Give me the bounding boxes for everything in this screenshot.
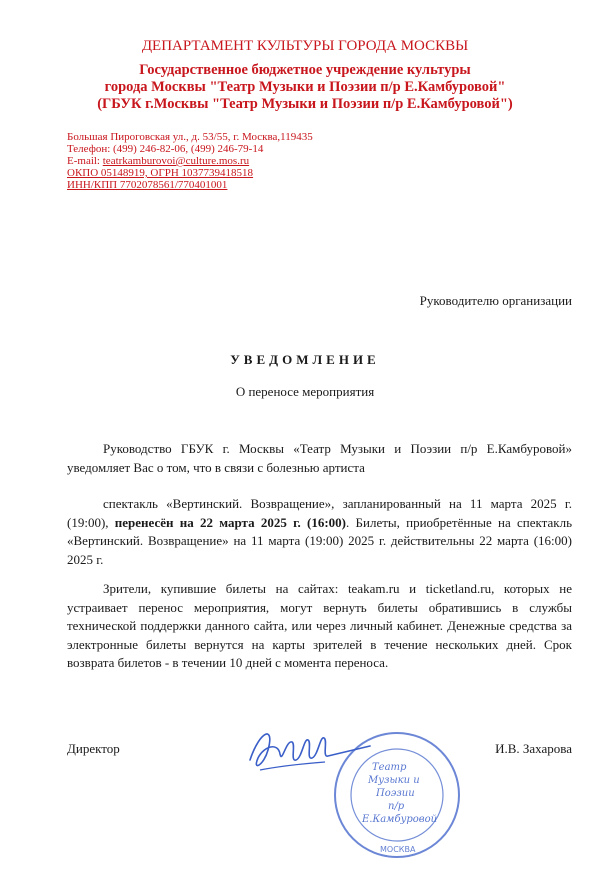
stamp-text-1: Театр (372, 762, 407, 773)
stamp-ring-text: МОСКВА (380, 845, 416, 854)
paragraph-1: Руководство ГБУК г. Москвы «Театр Музыки и Поэзии п/р Е.Камбуровой» уведомляет Вас о том, что в связи с болезнью артиста (67, 441, 572, 475)
paragraph-2 (67, 495, 572, 569)
signer-name: И.В. Захарова (495, 741, 572, 756)
stamp-text-3: Поэзии (376, 788, 415, 799)
email-link[interactable]: teatrkamburovoi@culture.mos.ru (102, 155, 250, 167)
department-header: ДЕПАРТАМЕНТ КУЛЬТУРЫ ГОРОДА МОСКВЫ (141, 38, 469, 54)
notice-title: УВЕДОМЛЕНИЕ (230, 352, 380, 367)
email-label: E-mail: (67, 155, 103, 167)
paragraph-2-bold: перенесён на 22 марта 2025 г. (16:00) (114, 514, 347, 530)
stamp-text-5: Е.Камбуровой (362, 814, 438, 825)
org-line-3: (ГБУК г.Москвы "Театр Музыки и Поэзии п/р Е.Камбуровой") (97, 96, 513, 112)
email-line (67, 155, 313, 167)
okpo-ogrn: ОКПО 05148919, ОГРН 1037739418518 (67, 167, 254, 179)
inn-kpp: ИНН/КПП 7702078561/770401001 (67, 179, 228, 191)
phone: Телефон: (499) 246-82-06, (499) 246-79-14 (67, 143, 264, 155)
address: Большая Пироговская ул., д. 53/55, г. Москва,119435 (67, 131, 313, 143)
org-line-2: города Москвы "Театр Музыки и Поэзии п/р Е.Камбуровой" (104, 79, 506, 95)
official-seal (332, 730, 462, 860)
signer-title: Директор (67, 741, 120, 756)
notice-subtitle: О переносе мероприятия (235, 384, 375, 399)
stamp-text-2: Музыки и (368, 775, 420, 786)
organization-name (0, 62, 610, 113)
contact-block (67, 131, 313, 191)
stamp-text-4: п/р (388, 801, 405, 812)
org-line-1: Государственное бюджетное учреждение культуры (139, 62, 471, 78)
paragraph-2-end: . Билеты, приобретённые на спектакль «Вертинский. Возвращение» на 11 марта (19:00) 2025 г. действительны 22 марта (16:00) 2025 г. (67, 514, 572, 567)
recipient: Руководителю организации (419, 293, 572, 308)
paragraph-3: Зрители, купившие билеты на сайтах: teakam.ru и ticketland.ru, которых не устраивает перенос мероприятия, могут вернуть билеты обратившись в службы технической поддержки данного сайта, или через личный кабинет. Денежные средства за электронные билеты вернутся на карты зрителей в течение нескольких дней. Срок возврата билетов - в течении 10 дней с момента переноса. (67, 581, 572, 670)
paragraph-2-start: спектакль «Вертинский. Возвращение», запланированный на 11 марта 2025 г. (19:00), (67, 496, 572, 530)
